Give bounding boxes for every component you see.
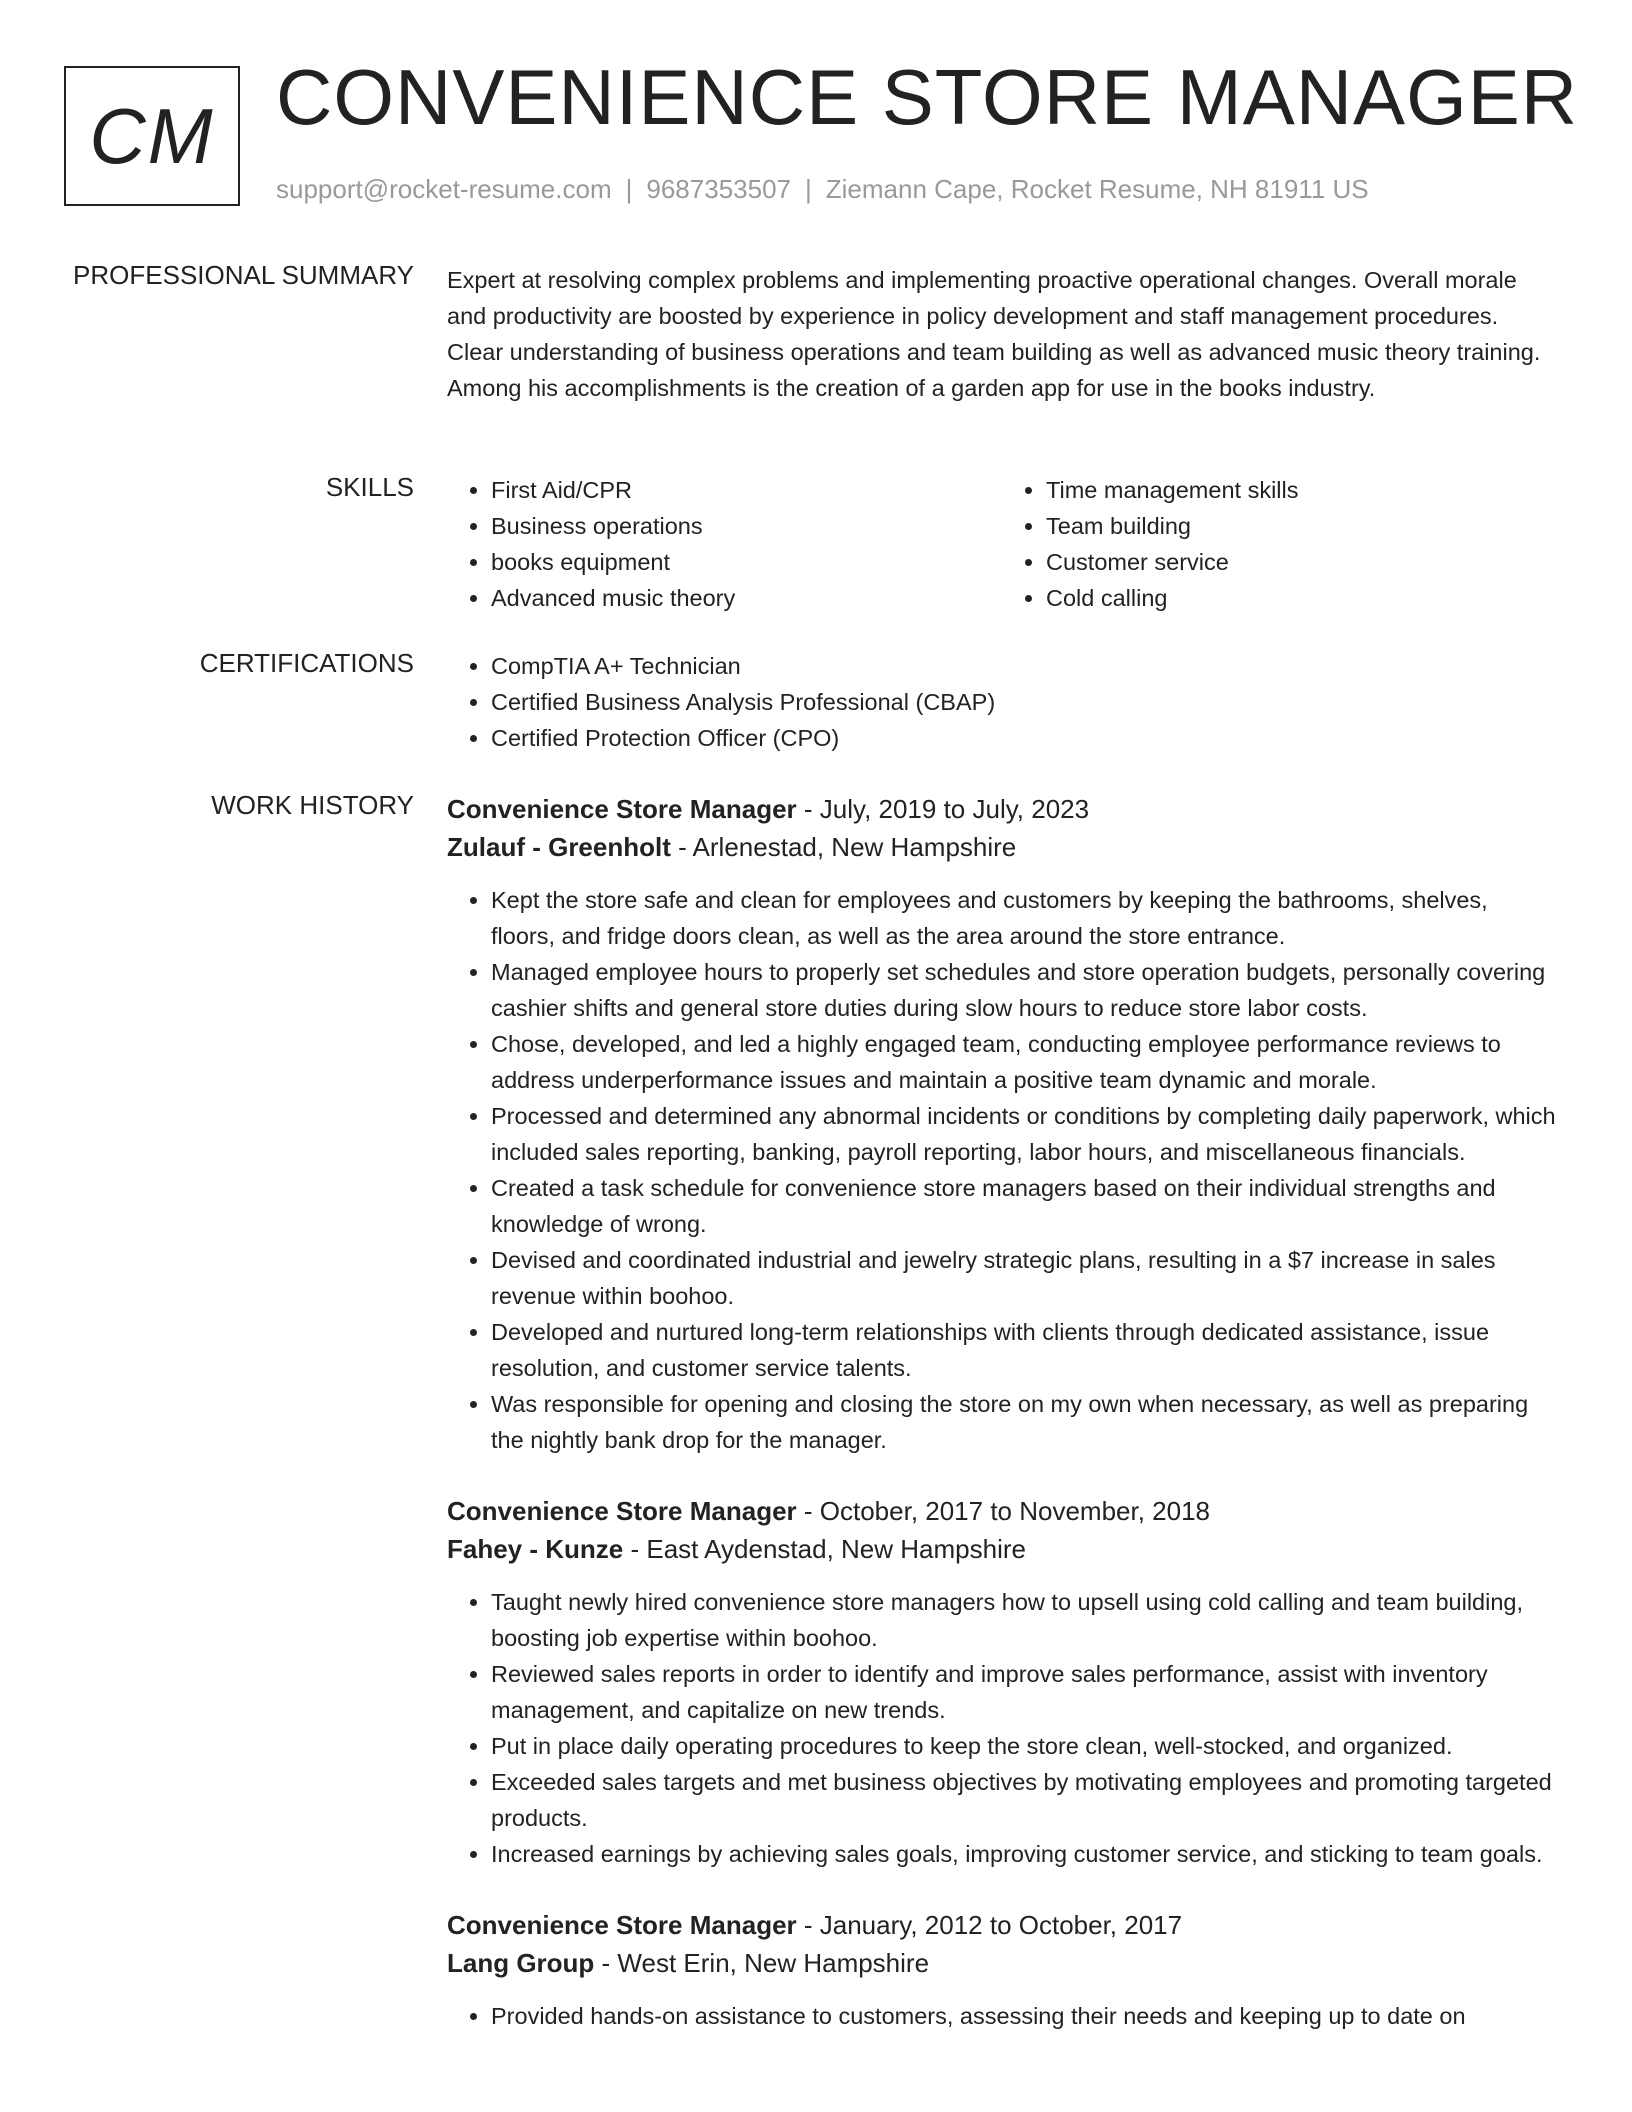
- work-history-heading: WORK HISTORY: [211, 790, 414, 820]
- skills-list-right: [1002, 472, 1557, 616]
- job-duty-item: • Chose, developed, and led a highly engaged team, conducting employee performance reviews to address underperformance issues and maintain a positive team dynamic and morale.: [491, 1026, 1557, 1098]
- job-employer: Lang Group: [447, 1948, 595, 1978]
- resume-title: CONVENIENCE STORE MANAGER: [276, 53, 1579, 141]
- job-duty-item: • Was responsible for opening and closing the store on my own when necessary, as well as preparing the nightly bank drop for the manager.: [491, 1386, 1557, 1458]
- skill-item: • Business operations: [491, 508, 1002, 544]
- contact-address: Ziemann Cape, Rocket Resume, NH 81911 US: [825, 174, 1369, 204]
- job-title-line: [447, 1492, 1557, 1530]
- job-duty-item: • Created a task schedule for convenience store managers based on their individual strengths and knowledge of wrong.: [491, 1170, 1557, 1242]
- job-duty-item: • Put in place daily operating procedures to keep the store clean, well-stocked, and organized.: [491, 1728, 1557, 1764]
- job-duty-item: • Developed and nurtured long-term relationships with clients through dedicated assistance, issue resolution, and customer service talents.: [491, 1314, 1557, 1386]
- certification-item: • CompTIA A+ Technician: [491, 648, 1557, 684]
- summary-heading: PROFESSIONAL SUMMARY: [73, 260, 414, 290]
- job-title: Convenience Store Manager: [447, 1496, 797, 1526]
- job-entry: [447, 1906, 1557, 2034]
- summary-body: [447, 262, 1557, 406]
- job-employer-line: [447, 1530, 1557, 1568]
- job-location: - Arlenestad, New Hampshire: [670, 832, 1017, 862]
- job-entry: [447, 1492, 1557, 1872]
- job-duties-list: [447, 1998, 1557, 2034]
- job-location: - East Aydenstad, New Hampshire: [623, 1534, 1026, 1564]
- contact-line: [276, 174, 1369, 205]
- certification-item: • Certified Protection Officer (CPO): [491, 720, 1557, 756]
- contact-separator: |: [625, 174, 633, 204]
- work-history-body: [447, 790, 1557, 2034]
- job-title: Convenience Store Manager: [447, 794, 797, 824]
- job-employer-line: [447, 828, 1557, 866]
- skill-item: • First Aid/CPR: [491, 472, 1002, 508]
- job-employer-line: [447, 1944, 1557, 1982]
- job-employer: Zulauf - Greenholt: [447, 832, 671, 862]
- job-title: Convenience Store Manager: [447, 1910, 797, 1940]
- job-dates: - October, 2017 to November, 2018: [796, 1496, 1211, 1526]
- summary-text: Expert at resolving complex problems and implementing proactive operational changes. Overall morale and productivity are boosted by experience in policy development and staff management procedures. Clear understanding of business operations and team building as well as advanced music theory training. Among his accomplishments is the creation of a garden app for use in the books industry.: [447, 267, 1541, 401]
- skills-list-left: [447, 472, 1002, 616]
- job-duty-item: • Managed employee hours to properly set schedules and store operation budgets, personally covering cashier shifts and general store duties during slow hours to reduce store labor costs.: [491, 954, 1557, 1026]
- contact-email: support@rocket-resume.com: [276, 174, 612, 204]
- job-duties-list: [447, 1584, 1557, 1872]
- skill-item: • Team building: [1046, 508, 1557, 544]
- monogram-badge: CM: [64, 66, 240, 206]
- job-duty-item: • Processed and determined any abnormal incidents or conditions by completing daily paperwork, which included sales reporting, banking, payroll reporting, labor hours, and miscellaneous financials.: [491, 1098, 1557, 1170]
- job-duty-item: • Increased earnings by achieving sales goals, improving customer service, and sticking to team goals.: [491, 1836, 1557, 1872]
- job-duty-item: • Exceeded sales targets and met business objectives by motivating employees and promoting targeted products.: [491, 1764, 1557, 1836]
- skill-item: • Customer service: [1046, 544, 1557, 580]
- contact-phone: 9687353507: [646, 174, 791, 204]
- certifications-list: [447, 648, 1557, 756]
- certification-item: • Certified Business Analysis Professional (CBAP): [491, 684, 1557, 720]
- job-dates: - July, 2019 to July, 2023: [796, 794, 1090, 824]
- skills-heading: SKILLS: [325, 472, 414, 502]
- contact-separator: |: [805, 174, 812, 204]
- job-title-line: [447, 790, 1557, 828]
- job-duty-item: • Reviewed sales reports in order to identify and improve sales performance, assist with inventory management, and capitalize on new trends.: [491, 1656, 1557, 1728]
- skill-item: • books equipment: [491, 544, 1002, 580]
- skill-item: • Cold calling: [1046, 580, 1557, 616]
- job-title-line: [447, 1906, 1557, 1944]
- job-duties-list: [447, 882, 1557, 1458]
- job-duty-item: • Kept the store safe and clean for employees and customers by keeping the bathrooms, shelves, floors, and fridge doors clean, as well as the area around the store entrance.: [491, 882, 1557, 954]
- certifications-body: [447, 648, 1557, 756]
- job-duty-item: • Provided hands-on assistance to customers, assessing their needs and keeping up to date on: [491, 1998, 1557, 2034]
- skills-body: [447, 472, 1557, 616]
- job-duty-item: • Taught newly hired convenience store managers how to upsell using cold calling and team building, boosting job expertise within boohoo.: [491, 1584, 1557, 1656]
- certifications-heading: CERTIFICATIONS: [199, 648, 414, 678]
- job-entry: [447, 790, 1557, 1458]
- job-duty-item: • Devised and coordinated industrial and jewelry strategic plans, resulting in a $7 increase in sales revenue within boohoo.: [491, 1242, 1557, 1314]
- skill-item: • Time management skills: [1046, 472, 1557, 508]
- job-employer: Fahey - Kunze: [447, 1534, 624, 1564]
- job-dates: - January, 2012 to October, 2017: [796, 1910, 1183, 1940]
- skill-item: • Advanced music theory: [491, 580, 1002, 616]
- job-location: - West Erin, New Hampshire: [594, 1948, 930, 1978]
